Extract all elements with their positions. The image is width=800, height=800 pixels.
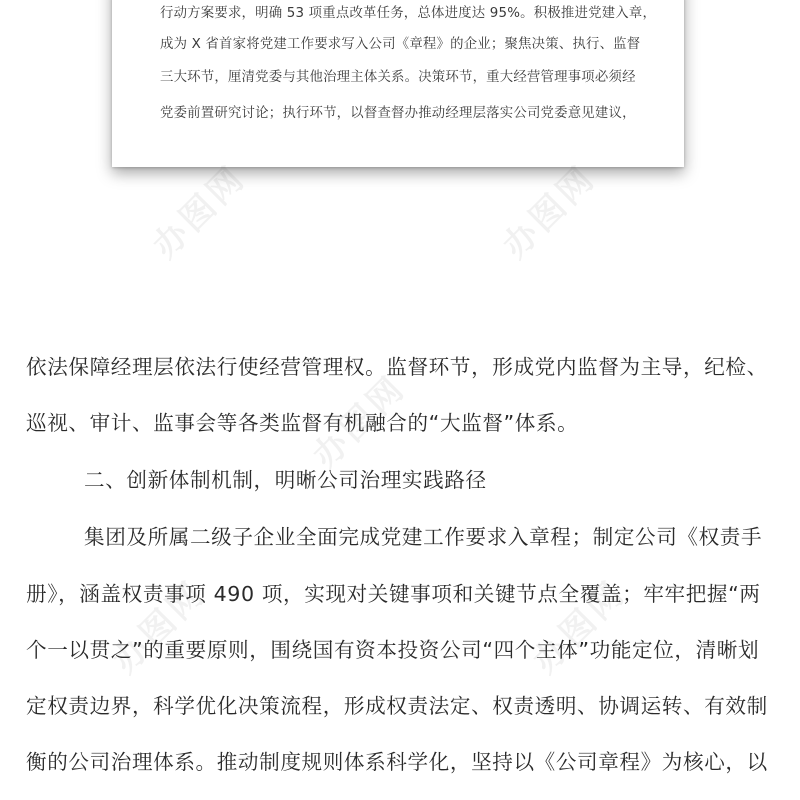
body-line-4: 集团及所属二级子企业全面完成党建工作要求入章程；制定公司《权责手 (84, 525, 763, 549)
watermark: 办图网 (105, 572, 214, 682)
card-line-1: 行动方案要求，明确 53 项重点改革任务，总体进度达 95%。积极推进党建入章， (160, 6, 657, 21)
body-line-2: 巡视、审计、监事会等各类监督有机融合的“大监督”体系。 (26, 411, 579, 435)
body-line-1: 依法保障经理层依法行使经营管理权。监督环节，形成党内监督为主导，纪检、 (26, 355, 768, 379)
watermark: 办图网 (495, 157, 604, 267)
body-line-8: 衡的公司治理体系。推动制度规则体系科学化，坚持以《公司章程》为核心，以 (26, 750, 768, 774)
card-line-2: 成为 X 省首家将党建工作要求写入公司《章程》的企业；聚焦决策、执行、监督 (160, 37, 641, 52)
body-line-6: 个一以贯之”的重要原则，围绕国有资本投资公司“四个主体”功能定位，清晰划 (26, 638, 760, 662)
card-line-3: 三大环节，厘清党委与其他治理主体关系。决策环节，重大经营管理事项必须经 (160, 70, 636, 85)
watermark: 办图网 (525, 572, 634, 682)
watermark: 办图网 (145, 157, 254, 267)
card-line-4: 党委前置研究讨论；执行环节，以督查督办推动经理层落实公司党委意见建议， (160, 106, 636, 121)
watermark: 办图网 (305, 367, 414, 477)
section-heading: 二、创新体制机制，明晰公司治理实践路径 (84, 468, 487, 492)
quote-card (112, 0, 684, 167)
body-line-5: 册》，涵盖权责事项 490 项，实现对关键事项和关键节点全覆盖；牢牢把握“两 (26, 582, 761, 606)
body-line-7: 定权责边界，科学优化决策流程，形成权责法定、权责透明、协调运转、有效制 (26, 694, 768, 718)
